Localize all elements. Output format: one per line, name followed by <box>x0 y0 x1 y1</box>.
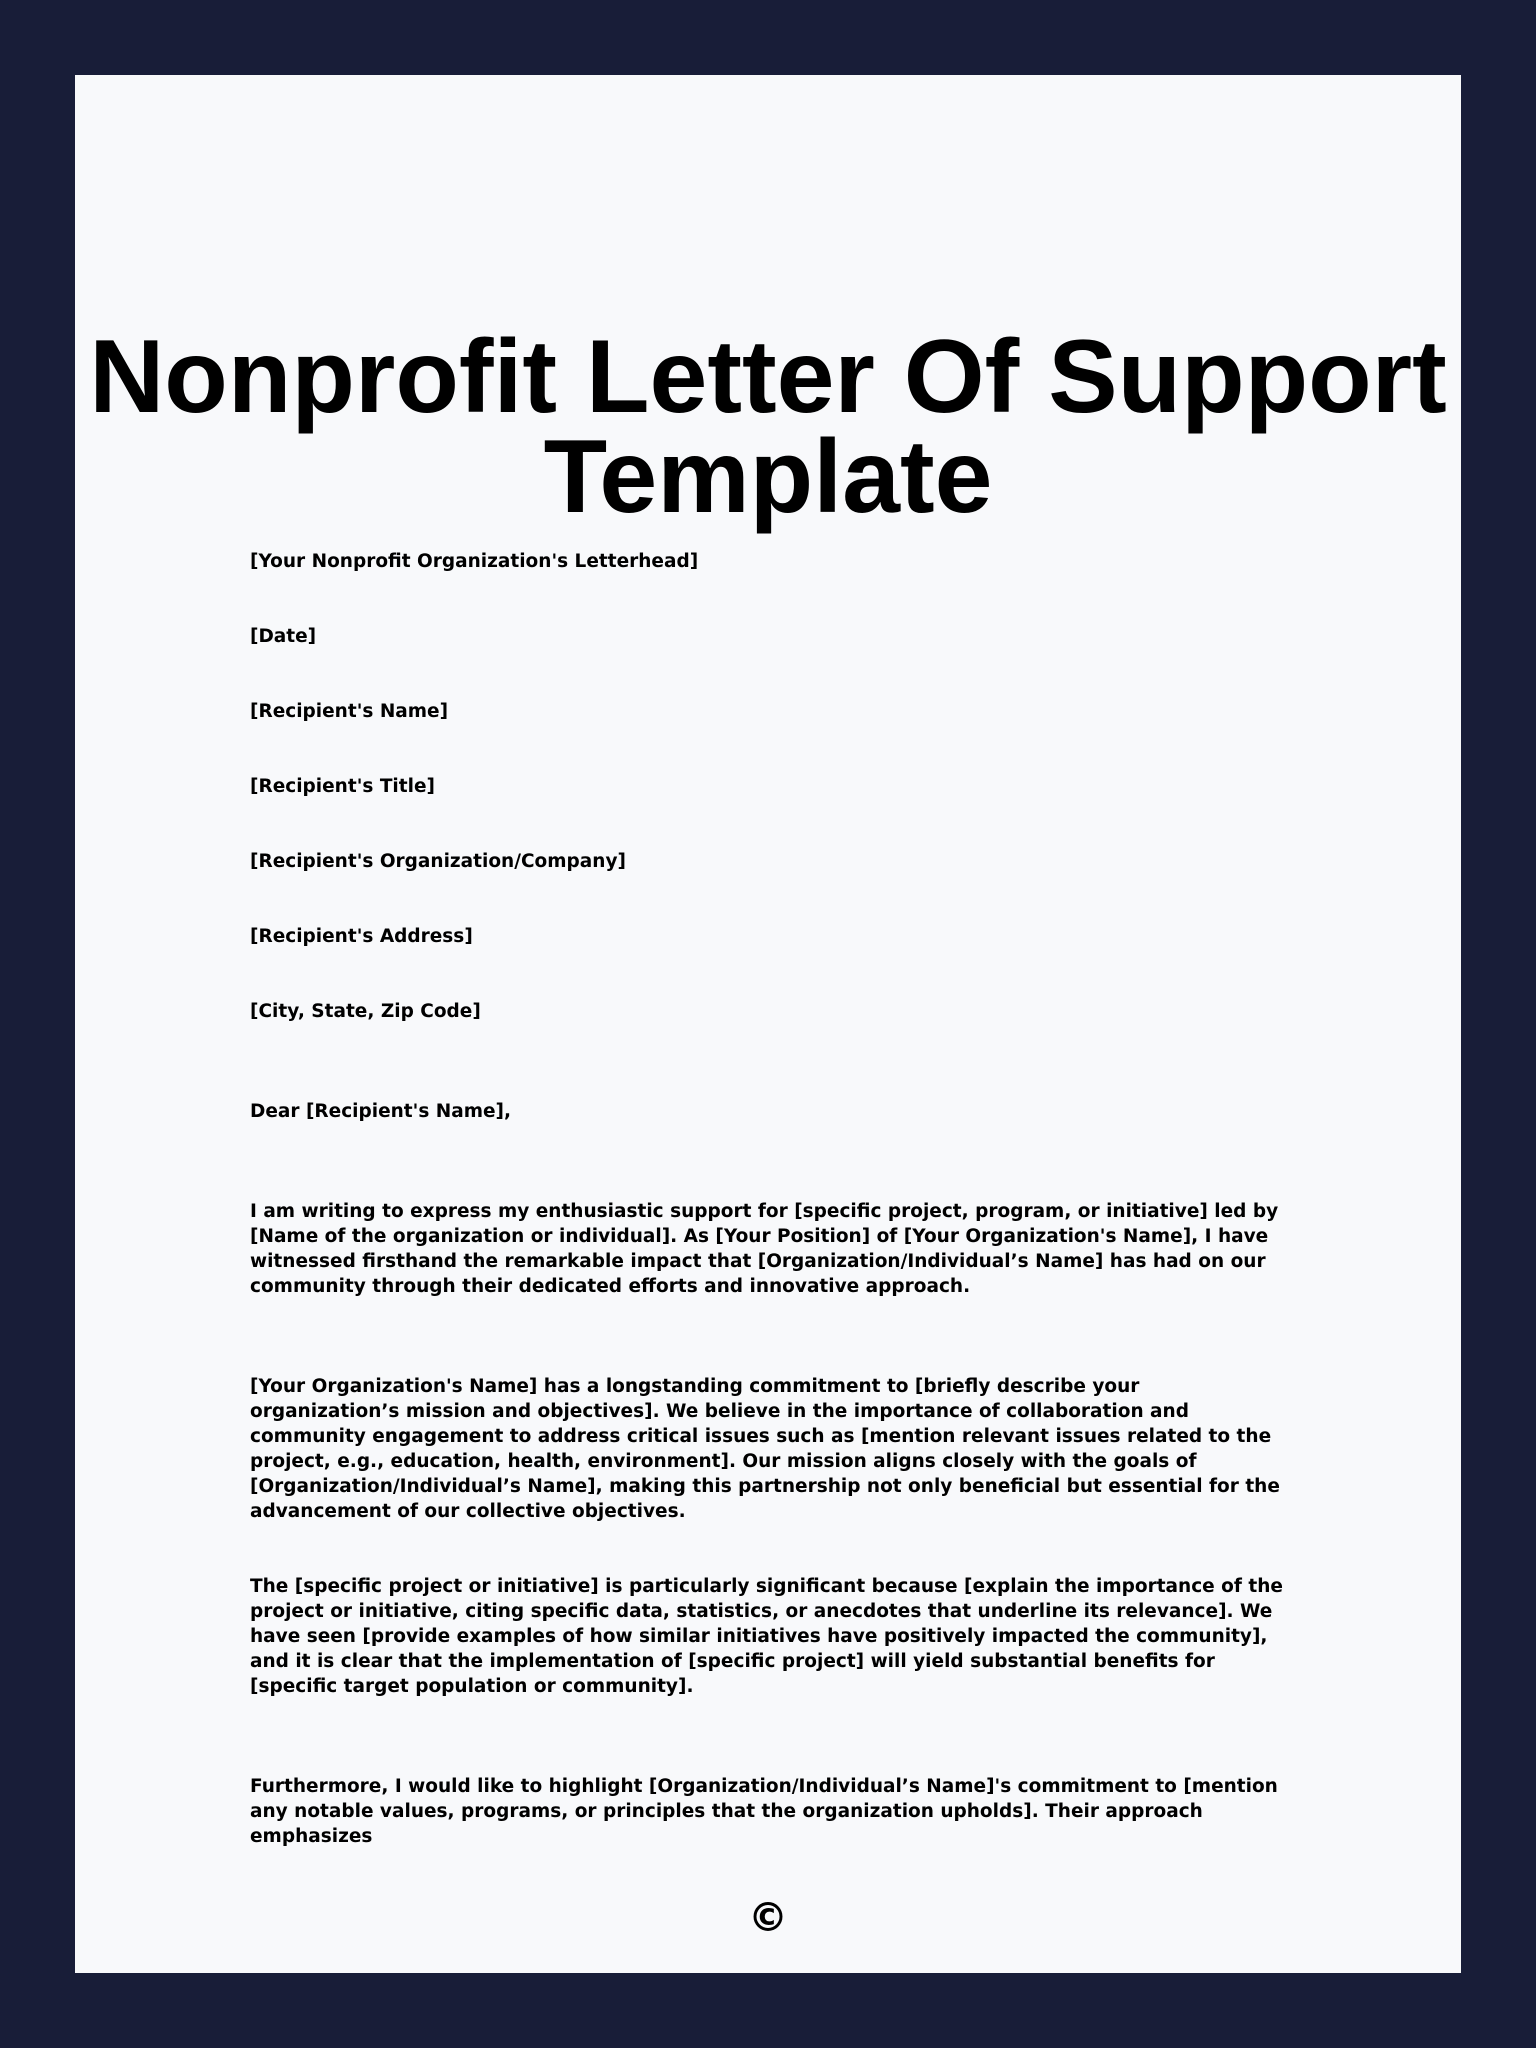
date-placeholder: [Date] <box>250 626 317 647</box>
paragraph-4: Furthermore, I would like to highlight [Organization/Individual’s Name]'s commitment to [mention any notable values, programs, or principles that the organization upholds]. Their approach emphasizes <box>250 1776 1278 1847</box>
document-page <box>75 75 1461 1973</box>
title-line-2: Template <box>543 419 993 535</box>
page-title <box>75 319 1461 535</box>
paragraph-3: The [specific project or initiative] is particularly significant because [explain the importance of the project or initiative, citing specific data, statistics, or anecdotes that underline its relevance]. We have seen [provide examples of how similar initiatives have positively impacted the community], and it is clear that the implementation of [specific project] will yield substantial benefits for [specific target population or community]. <box>250 1576 1283 1697</box>
letterhead-placeholder: [Your Nonprofit Organization's Letterhead] <box>250 551 699 572</box>
recipient-organization-placeholder: [Recipient's Organization/Company] <box>250 851 626 872</box>
recipient-name-placeholder: [Recipient's Name] <box>250 701 449 722</box>
copyright-icon: © <box>748 1895 788 1941</box>
recipient-address-placeholder: [Recipient's Address] <box>250 926 473 947</box>
salutation: Dear [Recipient's Name], <box>250 1101 512 1122</box>
recipient-title-placeholder: [Recipient's Title] <box>250 776 435 797</box>
paragraph-1: I am writing to express my enthusiastic support for [specific project, program, or initiative] led by [Name of the organization or individual]. As [Your Position] of [Your Organization's Name], I have witnessed firsthand the remarkable impact that [Organization/Individual’s Name] has had on our community through their dedicated efforts and innovative approach. <box>250 1201 1279 1297</box>
title-line-1: Nonprofit Letter Of Support <box>89 319 1447 435</box>
paragraph-2: [Your Organization's Name] has a longstanding commitment to [briefly describe your organization’s mission and objectives]. We believe in the importance of collaboration and community engagement to address critical issues such as [mention relevant issues related to the project, e.g., education, health, environment]. Our mission aligns closely with the goals of [Organization/Individual’s Name], making this partnership not only beneficial but essential for the advancement of our collective objectives. <box>250 1376 1280 1522</box>
city-state-zip-placeholder: [City, State, Zip Code] <box>250 1001 481 1022</box>
